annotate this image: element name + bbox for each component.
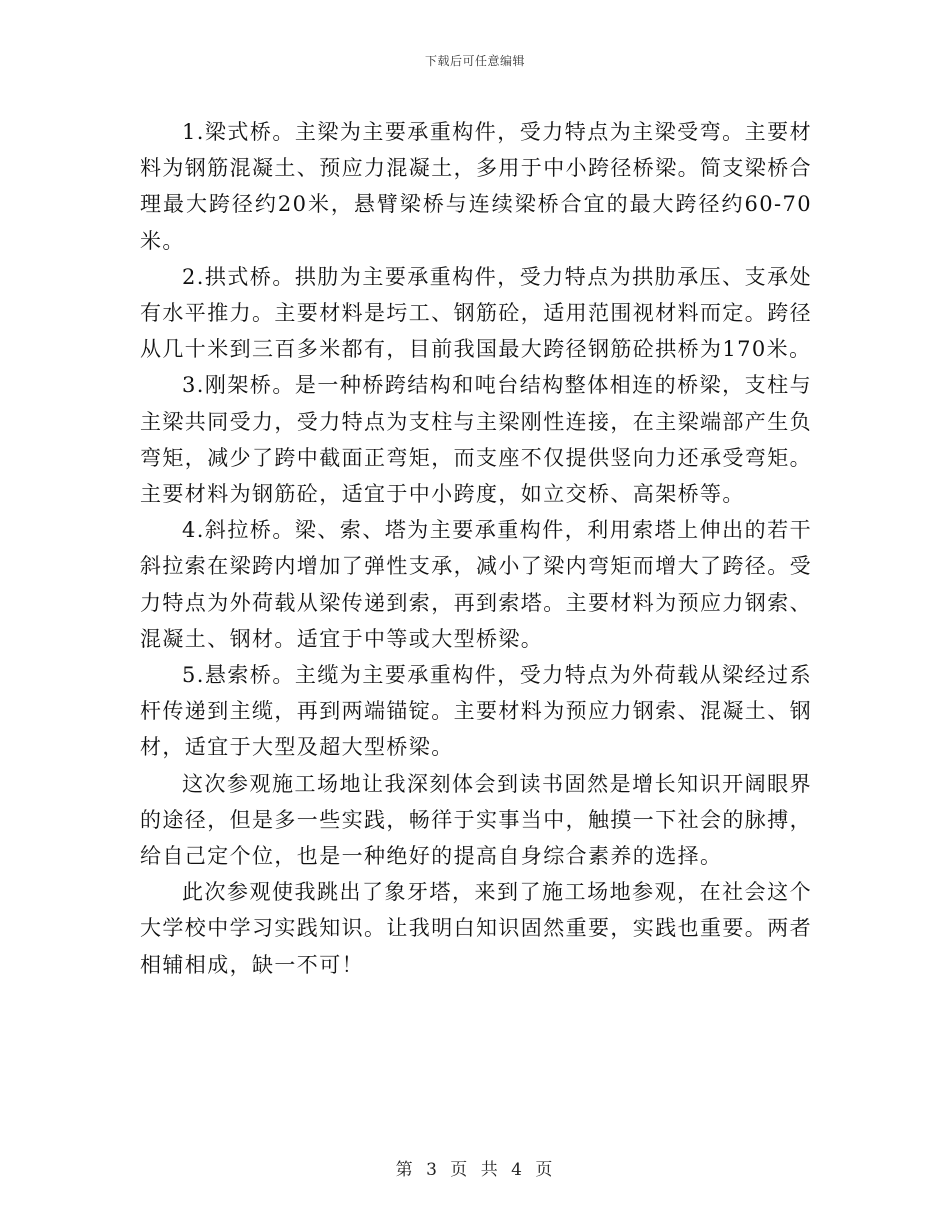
page-footer: 第 3 页 共 4 页 [395,1160,555,1180]
document-body [140,114,812,983]
paragraph-suspension-bridge: 5.悬索桥。主缆为主要承重构件，受力特点为外荷载从梁经过系杆传递到主缆，再到两端锚锭。主要材料为预应力钢索、混凝土、钢材，适宜于大型及超大型桥梁。 [140,663,812,760]
paragraph-cable-stayed-bridge: 4.斜拉桥。梁、索、塔为主要承重构件，利用索塔上伸出的若干斜拉索在梁跨内增加了弹性支承，减小了梁内弯矩而增大了跨径。受力特点为外荷载从梁传递到索，再到索塔。主要材料为预应力钢索、混凝土、钢材。适宜于中等或大型桥梁。 [140,518,812,651]
paragraph-arch-bridge: 2.拱式桥。拱肋为主要承重构件，受力特点为拱肋承压、支承处有水平推力。主要材料是圬工、钢筋砼，适用范围视材料而定。跨径从几十米到三百多米都有，目前我国最大跨径钢筋砼拱桥为170米。 [140,264,812,362]
paragraph-beam-bridge: 1.梁式桥。主梁为主要承重构件，受力特点为主梁受弯。主要材料为钢筋混凝土、预应力混凝土，多用于中小跨径桥梁。简支梁桥合理最大跨径约20米，悬臂梁桥与连续梁桥合宜的最大跨径约60-70米。 [140,120,812,253]
page-header: 下载后可任意编辑 [424,54,525,68]
paragraph-reflection: 这次参观施工场地让我深刻体会到读书固然是增长知识开阔眼界的途径，但是多一些实践，畅徉于实事当中，触摸一下社会的脉搏，给自己定个位，也是一种绝好的提高自身综合素养的选择。 [140,771,812,869]
paragraph-conclusion: 此次参观使我跳出了象牙塔，来到了施工场地参观，在社会这个大学校中学习实践知识。让我明白知识固然重要，实践也重要。两者相辅相成，缺一不可！ [140,880,812,977]
paragraph-rigid-frame-bridge: 3.刚架桥。是一种桥跨结构和吨台结构整体相连的桥梁，支柱与主梁共同受力，受力特点为支柱与主梁刚性连接，在主梁端部产生负弯矩，减少了跨中截面正弯矩，而支座不仅提供竖向力还承受弯矩。主要材料为钢筋砼，适宜于中小跨度，如立交桥、高架桥等。 [140,373,812,507]
